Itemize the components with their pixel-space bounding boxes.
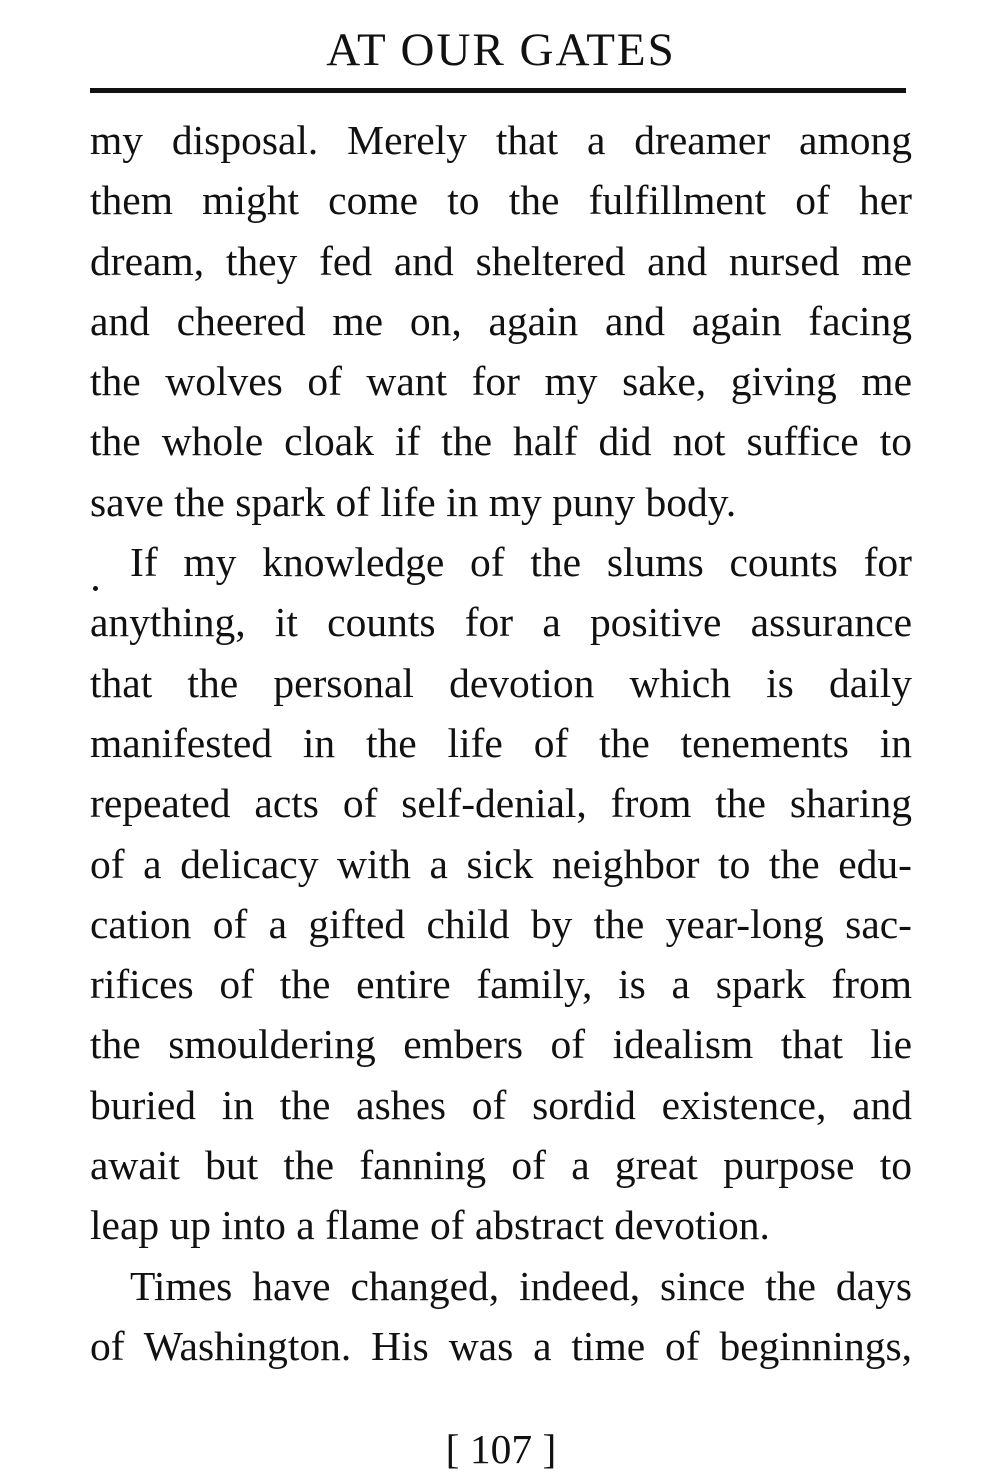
text-line: my disposal. Merely that a dreamer among <box>90 117 912 163</box>
stray-ink-mark <box>93 586 98 591</box>
text-line: of Washington. His was a time of beginnings, <box>90 1322 912 1369</box>
text-line: the wolves of want for my sake, giving me <box>90 358 912 405</box>
body-text <box>90 110 912 1376</box>
book-page <box>90 0 912 1484</box>
page-number: [ 107 ] <box>445 1426 557 1472</box>
text-line: leap up into a flame of abstract devotion. <box>90 1202 770 1249</box>
header-rule <box>90 88 906 93</box>
text-line: manifested in the life of the tenements in <box>90 719 912 766</box>
text-line: anything, it counts for a positive assurance <box>90 599 912 646</box>
text-line: that the personal devotion which is daily <box>90 659 912 706</box>
text-line: the whole cloak if the half did not suffice to <box>90 418 912 465</box>
text-line: repeated acts of self-denial, from the sharing <box>90 780 912 827</box>
text-line: Times have changed, indeed, since the days <box>130 1262 912 1309</box>
text-line: await but the fanning of a great purpose to <box>90 1142 912 1189</box>
text-line: and cheered me on, again and again facing <box>90 297 912 344</box>
text-line: save the spark of life in my puny body. <box>90 478 737 525</box>
text-line: dream, they fed and sheltered and nursed me <box>90 237 912 284</box>
text-line: If my knowledge of the slums counts for <box>130 539 912 586</box>
text-line: them might come to the fulfillment of her <box>90 177 912 224</box>
text-line: buried in the ashes of sordid existence, and <box>90 1081 912 1128</box>
running-head: AT OUR GATES <box>326 24 676 76</box>
text-line: rifices of the entire family, is a spark from <box>90 961 912 1008</box>
text-line: of a delicacy with a sick neighbor to the edu- <box>90 840 912 887</box>
text-line: cation of a gifted child by the year-long sac- <box>90 900 912 947</box>
text-line: the smouldering embers of idealism that lie <box>90 1021 912 1068</box>
